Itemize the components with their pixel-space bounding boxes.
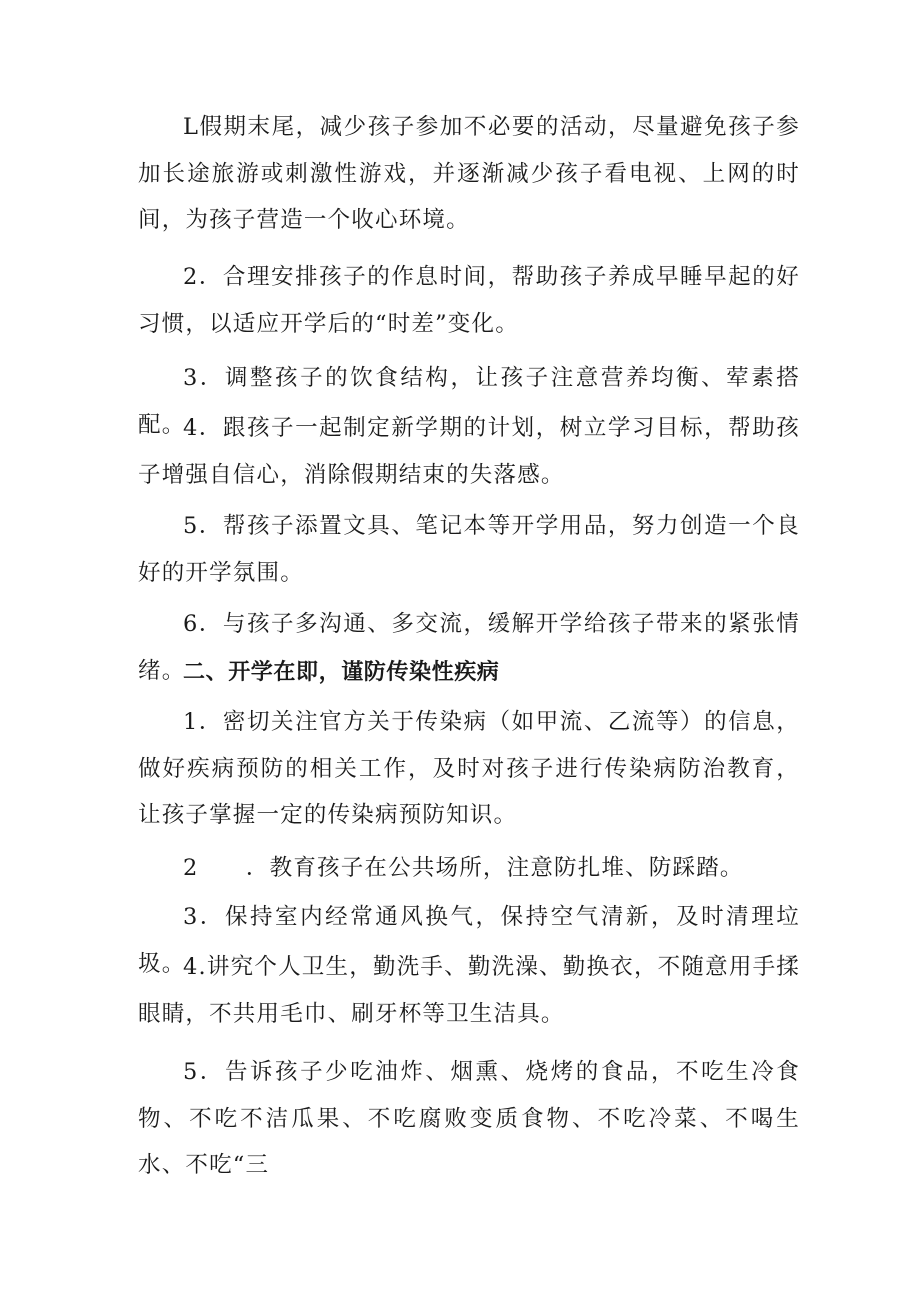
paragraph-study-plan: 4．跟孩子一起制定新学期的计划，树立学习目标，帮助孩子增强自信心，消除假期结束的失落感。 [138, 415, 800, 488]
paragraph-hygiene: 4.讲究个人卫生，勤洗手、勤洗澡、勤换衣，不随意用手揉眼睛，不共用毛巾、刷牙杯等卫生洁具。 [138, 954, 800, 1027]
paragraph-public-places: 2 ．教育孩子在公共场所，注意防扎堆、防踩踏。 [183, 855, 744, 881]
paragraph-communication: 6．与孩子多沟通、多交流，缓解开学给孩子带来的紧张情绪。 [138, 611, 800, 684]
paragraph-ventilation: 3．保持室内经常通风换气，保持空气清新，及时清理垃圾。 [138, 904, 800, 977]
paragraph-food-safety: 5．告诉孩子少吃油炸、烟熏、烧烤的食品，不吃生冷食物、不吃不洁瓜果、不吃腐败变质食物、不吃冷菜、不喝生水、不吃“三 [138, 1059, 800, 1178]
paragraph-school-supplies: 5．帮孩子添置文具、笔记本等开学用品，努力创造一个良好的开学氛围。 [138, 513, 800, 586]
paragraph-holiday-end: L假期末尾，减少孩子参加不必要的活动，尽量避免孩子参加长途旅游或刺激性游戏，并逐渐减少孩子看电视、上网的时间，为孩子营造一个收心环境。 [138, 114, 800, 233]
paragraph-official-info: 1．密切关注官方关于传染病（如甲流、乙流等）的信息，做好疾病预防的相关工作，及时对孩子进行传染病防治教育，让孩子掌握一定的传染病预防知识。 [138, 709, 800, 828]
paragraph-diet: 3．调整孩子的饮食结构，让孩子注意营养均衡、荤素搭配。 [138, 365, 800, 438]
section-heading-disease-prevention: 二、开学在即，谨防传染性疾病 [183, 660, 500, 685]
paragraph-sleep-schedule: 2．合理安排孩子的作息时间，帮助孩子养成早睡早起的好习惯，以适应开学后的“时差”变化。 [138, 264, 800, 337]
